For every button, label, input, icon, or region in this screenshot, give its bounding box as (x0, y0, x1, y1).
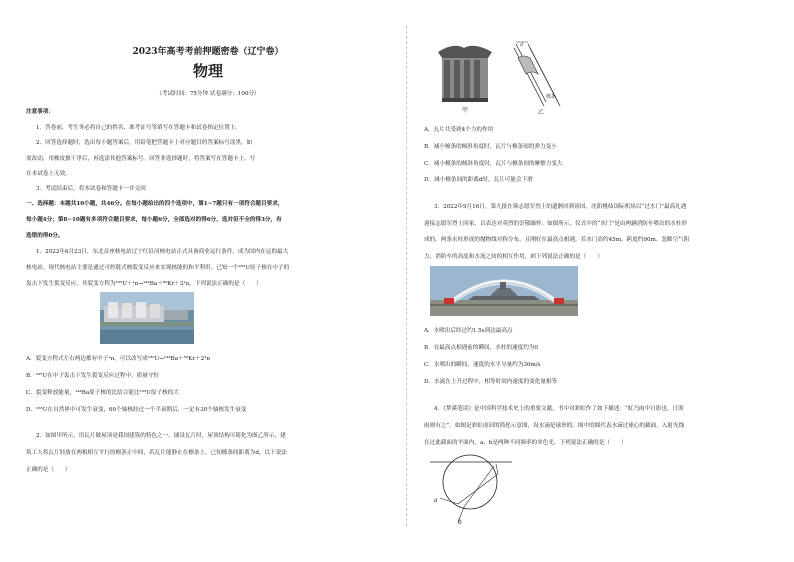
q2-option-d: D．减小檩条间的距离d时，瓦片可能会下滑 (424, 177, 533, 183)
q2-stem-line: 2．如图甲所示，用瓦片做屋顶是我国建筑的特色之一。铺设瓦片时，屋顶结构可简化为图乙所示，建 (36, 433, 286, 439)
fig-label-yi: 乙 (538, 109, 545, 116)
fig-label-lintiao: 檩条 (546, 94, 557, 100)
q2-option-c: C．减小檩条的倾斜角度时，瓦片与檩条间的摩擦力变大 (424, 161, 563, 167)
raindrop-diagram (428, 452, 518, 526)
fig-label-jia: 甲 (462, 107, 469, 114)
notes-heading: 注意事项： (26, 109, 54, 115)
nuclear-plant-photo (100, 292, 194, 344)
note-line: 在本试卷上无效。 (26, 171, 71, 177)
fig-label-a: a (434, 497, 438, 504)
q4-stem-line: 4．《梦溪笔谈》是中国科学技术史上的重要文献，书中对彩虹作了如下描述：“虹乃雨中日影也，日照 (434, 406, 684, 412)
column-divider (406, 26, 407, 526)
water-gate-photo (430, 266, 578, 316)
q1-stem-line: 1．2022年6月23日，东北首座核电站辽宁红沿河核电站正式具备商业运行条件，成为国内在运的最大 (36, 249, 289, 255)
exam-meta: （考试时间：75分钟 试卷满分：100分） (156, 91, 260, 97)
q3-stem-line: 3．2022年9月16日，第九批在韩志愿军烈士的遗骸回到祖国，沈阳桃仙国际机场以“过水门”最高礼遇 (434, 204, 687, 210)
q2-stem-line: 正确的是（ ） (26, 467, 71, 473)
note-line: 2．回答选择题时，选出每小题答案后，用铅笔把答题卡上对应题目的答案标号涂黑。如 (36, 140, 253, 146)
q2-stem-line: 筑工人将瓦片轻放在两根相互平行的檩条正中间，若瓦片能静止在檩条上。已知檩条间距离为d，以下说法 (26, 450, 287, 456)
q3-stem-line: 成的。两条水柱形成的抛物线对称分布，且刚好在最高点相遇。若水门高约45m，跨度约90m。忽略空气阻 (424, 237, 690, 243)
right-column (420, 0, 792, 562)
q3-option-a: A．水喷出后经过约1.5s到达最高点 (424, 328, 513, 334)
exam-subject: 物理 (192, 62, 223, 80)
q1-option-b: B．²³⁵U在中子轰击下发生裂变反应过程中，质量守恒 (26, 373, 160, 379)
note-line: 1．答卷前，考生务必将自己的姓名、准考证号等填写在答题卡和试卷指定位置上。 (36, 125, 241, 131)
q3-option-d: D．水流在上升过程中，相等时间内速度的变化量相等 (424, 379, 558, 385)
note-line: 需改动，用橡皮擦干净后，再选涂其他答案标号。回答非选择题时，将答案写在答题卡上。写 (26, 156, 256, 162)
q1-option-d: D．²³⁵U在自然界中可发生衰变，60个铀核经过一个半衰期后，一定有30个铀核发生衰变 (26, 407, 247, 413)
section1-line: 一、选择题：本题共10小题，共46分。在每小题给出的四个选项中，第1~7题只有一项符合题目要求， (26, 201, 284, 207)
note-line: 3．考试结束后，将本试卷和答题卡一并交回 (36, 186, 146, 192)
q3-option-b: B．在最高点相遇前的瞬间，水柱的速度约为0 (424, 345, 538, 351)
q1-stem-line: 轰击下发生裂变反应，其裂变方程为²³⁵U＋¹n→¹⁴⁴Ba＋⁸⁹Kr＋3¹n，下列说法正确的是（ ） (26, 281, 262, 287)
q2-option-a: A．瓦片共受到4个力的作用 (424, 127, 494, 133)
q4-stem-line: 在过此截面的平面内，a、b是两种不同频率的单色光。下列说法正确的是（ ） (424, 440, 627, 446)
q3-stem-line: 迎接志愿军烈士回家，以表达对英烈的崇敬缅怀。如图所示，仪式中的“水门”是由两辆消防车喷出的水柱形 (424, 221, 688, 227)
q1-option-a: A．裂变方程式左右两边都有中子¹n，可以改写成²³⁵U→¹⁴⁴Ba＋⁸⁹Kr＋2¹n (26, 356, 210, 362)
q4-stem-line: 雨则有之”。如图是彩虹成因的简化示意图，设水滴是球形的，图中的圆代表水滴过球心的截面，入射光线 (424, 423, 685, 429)
section1-line: 每小题4分；第8~10题有多项符合题目要求，每小题6分，全部选对的得6分，选对但不全的得3分，有 (26, 217, 282, 223)
fig-label-d: d (520, 42, 524, 48)
section1-line: 选错的得0分。 (26, 233, 64, 239)
fig-label-b: b (458, 519, 462, 526)
roof-tile-figure (434, 40, 564, 120)
q3-stem-line: 力、消防车的高度和水流之间的相互作用，则下列说法正确的是（ ） (424, 254, 604, 260)
q2-option-b: B．减小檩条的倾斜角度时，瓦片与檩条间的弹力变小 (424, 144, 557, 150)
q1-stem-line: 核电站。现代核电站主要是通过可控链式核裂变反应来实现核能的和平利用。已知一个²³⁵U原子核在中子的 (26, 265, 290, 271)
left-column (22, 0, 394, 562)
q1-option-c: C．裂变释放能量，¹⁴⁴Ba原子核的比结合能比²³⁵U原子核的大 (26, 390, 179, 396)
q3-option-c: C．水喷出的瞬间，速度的水平分量约为30m/s (424, 362, 541, 368)
exam-title: 2023年高考考前押题密卷（辽宁卷） (132, 47, 284, 57)
